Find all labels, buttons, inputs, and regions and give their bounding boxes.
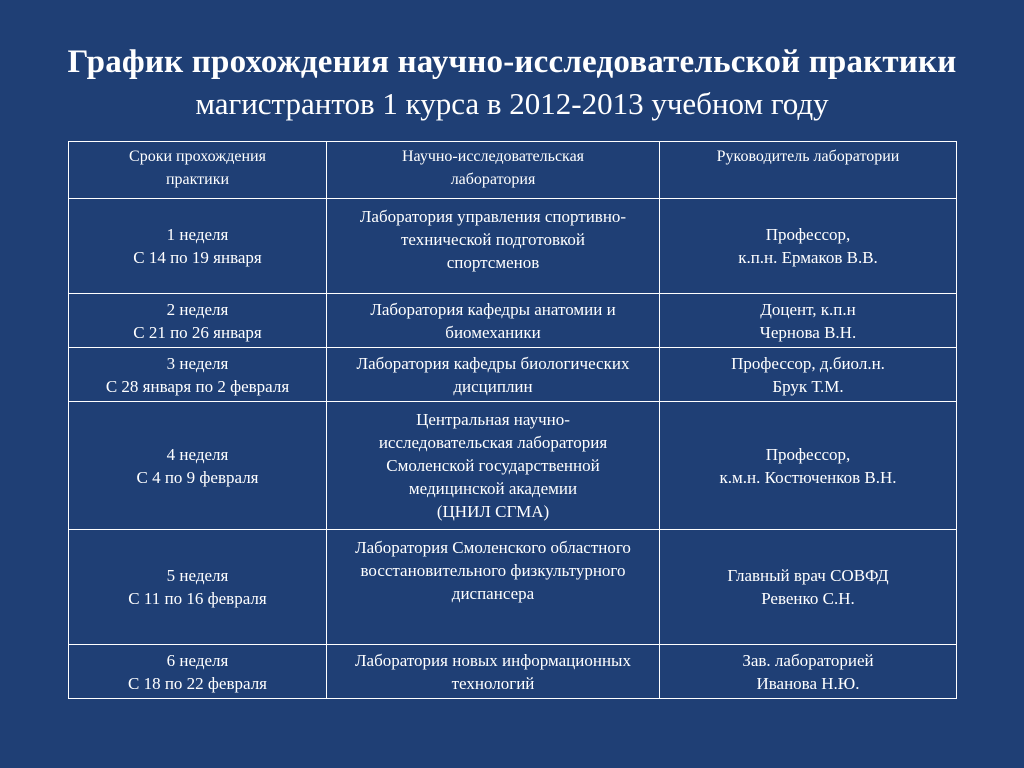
table-row [69,402,957,530]
title-main: График прохождения научно-исследовательской практики [67,44,957,80]
cell-lab [327,402,660,530]
lab-line: Лаборатория кафедры анатомии и [370,299,616,319]
table-row [69,294,957,348]
lab-line: Лаборатория новых информационных [355,650,631,670]
cell-head [660,294,957,348]
lab-line: (ЦНИЛ СГМА) [436,502,550,521]
head-name: Брук Т.М. [772,376,844,396]
period-dates: С 18 по 22 февраля [127,673,268,693]
period-week: 3 неделя [166,353,229,373]
lab-line: диспансера [451,584,535,603]
cell-lab [327,348,660,402]
lab-line: исследовательская лаборатория [378,433,608,452]
lab-line: биомеханики [445,322,541,342]
period-week: 2 неделя [166,299,229,319]
cell-head [660,199,957,294]
header-period-line: Сроки прохождения [129,148,266,165]
lab-line: Лаборатория Смоленского областного [355,538,631,557]
period-dates: С 14 по 19 января [133,248,262,267]
period-dates: С 11 по 16 февраля [128,589,267,608]
head-name: к.м.н. Костюченков В.Н. [719,467,897,487]
cell-period [69,530,327,645]
cell-lab [327,530,660,645]
lab-line: Лаборатория кафедры биологических [356,353,630,373]
period-week: 6 неделя [166,650,229,670]
lab-line: дисциплин [453,376,533,396]
schedule-table [68,141,957,699]
cell-head [660,530,957,645]
lab-line: технологий [451,673,535,693]
cell-lab [327,294,660,348]
cell-period [69,348,327,402]
period-week: 5 неделя [166,566,229,585]
cell-lab [327,645,660,699]
head-title: Доцент, к.п.н [760,299,856,319]
header-head-line: Руководитель лаборатории [716,148,900,165]
lab-line: восстановительного физкультурного [360,561,626,580]
period-dates: С 28 января по 2 февраля [105,376,290,396]
title-subtitle: магистрантов 1 курса в 2012-2013 учебном году [195,86,829,121]
lab-line: медицинской академии [408,479,578,498]
head-name: Ревенко С.Н. [761,589,855,608]
period-dates: С 4 по 9 февраля [136,467,259,487]
head-name: Иванова Н.Ю. [756,673,860,693]
cell-period [69,294,327,348]
header-lab [327,142,660,199]
period-week: 1 неделя [166,225,229,244]
lab-line: технической подготовкой [400,230,586,249]
head-title: Профессор, [765,444,851,464]
head-title: Профессор, [765,225,851,244]
table-row [69,348,957,402]
lab-line: Смоленской государственной [386,456,600,475]
cell-period [69,645,327,699]
header-head [660,142,957,199]
head-title: Главный врач СОВФД [727,566,889,585]
cell-lab [327,199,660,294]
head-title: Зав. лабораторией [742,650,874,670]
head-name: Чернова В.Н. [759,322,857,342]
lab-line: Лаборатория управления спортивно- [359,207,627,226]
cell-head [660,645,957,699]
header-period [69,142,327,199]
header-lab-line: лаборатория [450,171,536,188]
header-period-line: практики [165,171,230,188]
table-row [69,199,957,294]
table-row [69,530,957,645]
cell-head [660,348,957,402]
lab-line: спортсменов [446,253,540,272]
cell-period [69,199,327,294]
head-title: Профессор, д.биол.н. [731,353,885,373]
head-name: к.п.н. Ермаков В.В. [738,248,878,267]
cell-period [69,402,327,530]
header-lab-line: Научно-исследовательская [401,148,585,165]
table-row [69,645,957,699]
lab-line: Центральная научно- [416,410,570,429]
cell-head [660,402,957,530]
table-header-row [69,142,957,199]
period-week: 4 неделя [166,444,229,464]
period-dates: С 21 по 26 января [133,322,262,342]
